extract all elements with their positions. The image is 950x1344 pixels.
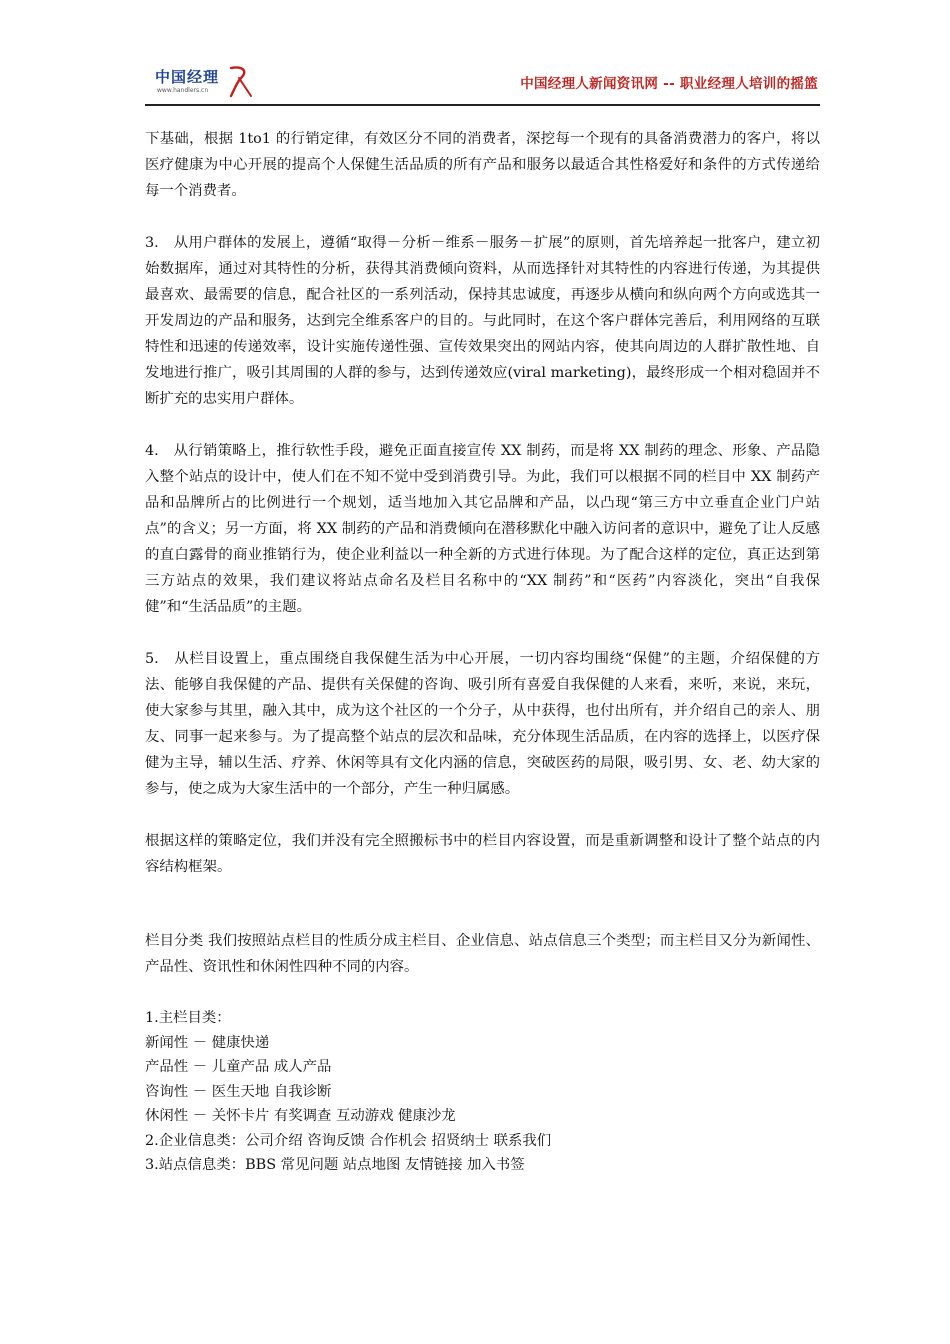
paragraph-5: 5. 从栏目设置上，重点围绕自我保健生活为中心开展，一切内容均围绕“保健”的主题，介绍保健的方法、能够自我保健的产品、提供有关保健的咨询、吸引所有喜爱自我保健的人来看，来听，来说，来玩，使大家参与其里，融入其中，成为这个社区的一个分子，从中获得，也付出所有，并介绍自己的亲人、朋友、同事一起来参与。为了提高整个站点的层次和品味，充分体现生活品质，在内容的选择上，以医疗保健为主导，辅以生活、疗养、休闲等具有文化内涵的信息，突破医药的局限，吸引男、女、老、幼大家的参与，使之成为大家生活中的一个部分，产生一种归属感。 [145,651,820,797]
paragraph-1: 下基础，根据 1to1 的行销定律，有效区分不同的消费者，深挖每一个现有的具备消费潜力的客户，将以医疗健康为中心开展的提高个人保健生活品质的所有产品和服务以最适合其性格爱好和条件的方式传递给每一个消费者。 [145,131,820,199]
list-item: 3.站点信息类：BBS 常见问题 站点地图 友情链接 加入书签 [145,1157,525,1173]
logo-url: www.handlers.cn [157,87,209,94]
list-item: 休闲性 － 关怀卡片 有奖调查 互动游戏 健康沙龙 [145,1108,456,1124]
list-item: 新闻性 － 健康快递 [145,1034,270,1051]
page-header [145,60,820,106]
list-item: 2.企业信息类：公司介绍 咨询反馈 合作机会 招贤纳士 联系我们 [145,1132,552,1149]
document-body [145,126,820,1178]
category-list [145,1006,820,1178]
list-item: 咨询性 － 医生天地 自我诊断 [145,1083,332,1100]
logo-text: 中国经理 [155,68,220,86]
list-heading: 1.主栏目类： [145,1010,231,1026]
site-logo [155,66,255,100]
list-item: 产品性 － 儿童产品 成人产品 [145,1059,332,1075]
logo-mark-icon [227,66,253,98]
header-slogan: 中国经理人新闻资讯网 -- 职业经理人培训的摇篮 [520,76,818,92]
paragraph-3: 3. 从用户群体的发展上，遵循“取得－分析－维系－服务－扩展”的原则，首先培养起一批客户，建立初始数据库，通过对其特性的分析，获得其消费倾向资料，从而选择针对其特性的内容进行传递，为其提供最喜欢、最需要的信息，配合社区的一系列活动，保持其忠诚度，再逐步从横向和纵向两个方向或选其一开发周边的产品和服务，达到完全维系客户的目的。与此同时，在这个客户群体完善后，利用网络的互联特性和迅速的传递效率，设计实施传递性强、宣传效果突出的网站内容，使其向周边的人群扩散性地、自发地进行推广，吸引其周围的人群的参与，达到传递效应(viral marketing)，最终形成一个相对稳固并不断扩充的忠实用户群体。 [145,235,820,407]
paragraph-6: 根据这样的策略定位，我们并没有完全照搬标书中的栏目内容设置，而是重新调整和设计了整个站点的内容结构框架。 [145,833,820,875]
paragraph-4: 4. 从行销策略上，推行软性手段，避免正面直接宣传 XX 制药，而是将 XX 制药的理念、形象、产品隐入整个站点的设计中，使人们在不知不觉中受到消费引导。为此，我们可以根据不同的栏目中 XX 制药产品和品牌所占的比例进行一个规划，适当地加入其它品牌和产品，以凸现“第三方中立垂直企业门户站点”的含义；另一方面，将 XX 制药的产品和消费倾向在潜移默化中融入访问者的意识中，避免了让人反感的直白露骨的商业推销行为，使企业利益以一种全新的方式进行体现。为了配合这样的定位，真正达到第三方站点的效果，我们建议将站点命名及栏目名称中的“XX 制药”和“医药”内容淡化，突出“自我保健”和“生活品质”的主题。 [145,443,820,615]
paragraph-7: 栏目分类 我们按照站点栏目的性质分成主栏目、企业信息、站点信息三个类型；而主栏目又分为新闻性、产品性、资讯性和休闲性四种不同的内容。 [145,933,820,975]
